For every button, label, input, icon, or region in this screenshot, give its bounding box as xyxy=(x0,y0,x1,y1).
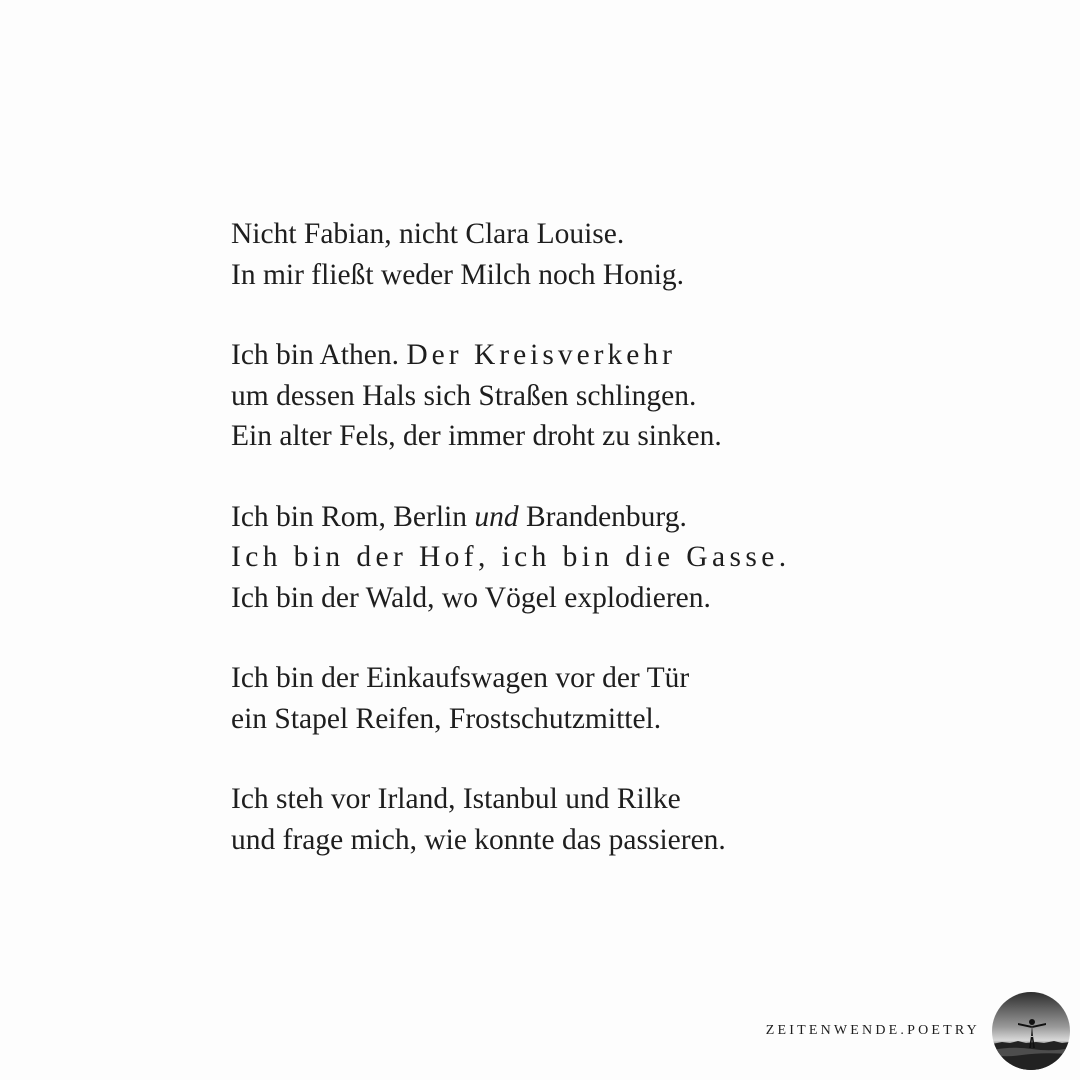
stanza-1 xyxy=(231,214,791,295)
stanza-5 xyxy=(231,779,791,860)
poem-line: Ich bin der Einkaufswagen vor der Tür xyxy=(231,662,690,694)
poem-line: Nicht Fabian, nicht Clara Louise. xyxy=(231,218,625,250)
stanza-3 xyxy=(231,497,791,619)
poem-line: ein Stapel Reifen, Frostschutzmittel. xyxy=(231,702,662,735)
stanza-2 xyxy=(231,335,791,457)
poem-line: Ein alter Fels, der immer droht zu sinken. xyxy=(231,420,722,452)
poem-line-italic-part: und xyxy=(474,500,519,533)
person-silhouette-icon xyxy=(992,992,1070,1070)
poem-line-spaced: Ich bin der Hof, ich bin die Gasse. xyxy=(231,541,791,573)
brand-handle[interactable]: ZEITENWENDE.POETRY xyxy=(765,1023,980,1038)
poem-line: In mir fließt weder Milch noch Honig. xyxy=(231,258,685,291)
avatar[interactable] xyxy=(992,992,1070,1070)
poem-line: und frage mich, wie konnte das passieren. xyxy=(231,823,726,856)
poem-line-part: Ich bin Rom, Berlin xyxy=(231,500,475,533)
poem-line-part: Ich bin Athen. xyxy=(231,339,407,371)
poem-line-spaced-part: Der Kreisverkehr xyxy=(406,339,676,371)
footer xyxy=(766,992,1070,1070)
poem-line-part: Brandenburg. xyxy=(518,500,687,533)
stanza-4 xyxy=(231,658,791,739)
poem-line xyxy=(231,497,791,538)
poem-line: Ich steh vor Irland, Istanbul und Rilke xyxy=(231,783,681,815)
poem-line: um dessen Hals sich Straßen schlingen. xyxy=(231,379,697,412)
poem-line xyxy=(231,335,791,376)
poem-text xyxy=(231,214,791,860)
poem-line: Ich bin der Wald, wo Vögel explodieren. xyxy=(231,581,711,614)
